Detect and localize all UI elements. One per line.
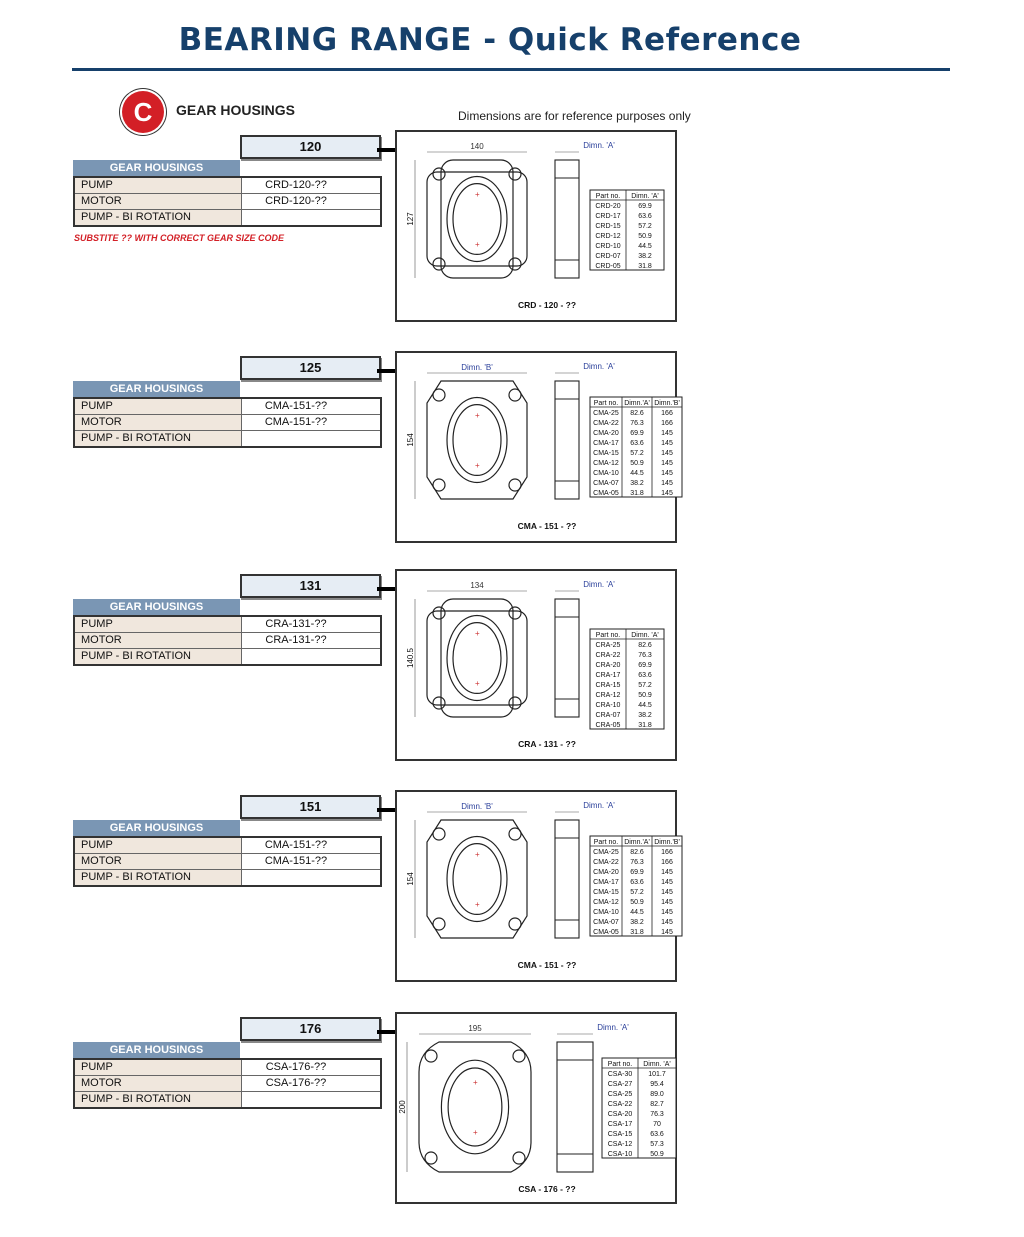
disclaimer: Dimensions are for reference purposes only xyxy=(458,109,691,123)
row-value xyxy=(242,431,380,446)
housing-outline xyxy=(427,820,527,938)
center-mark: + xyxy=(475,850,480,859)
housing-flange xyxy=(441,599,513,717)
parts-table-cell: 50.9 xyxy=(630,460,644,467)
parts-table-cell: 101.7 xyxy=(648,1071,666,1078)
part-table xyxy=(73,836,382,887)
row-value: CRD-120-?? xyxy=(265,179,327,191)
row-label: PUMP - BI ROTATION xyxy=(75,870,242,885)
table-row xyxy=(75,870,380,885)
row-label: PUMP - BI ROTATION xyxy=(75,649,242,664)
parts-table-cell: CMA-15 xyxy=(593,450,619,457)
technical-drawing xyxy=(395,130,677,322)
table-row xyxy=(75,415,380,431)
dimension-a-label: Dimn. 'A' xyxy=(583,362,615,371)
parts-table-cell: 50.9 xyxy=(638,692,652,699)
table-row xyxy=(75,649,380,664)
bolt-hole xyxy=(425,1152,437,1164)
parts-table-cell: 69.9 xyxy=(630,430,644,437)
table-row xyxy=(75,210,380,225)
parts-table-cell: CMA-17 xyxy=(593,879,619,886)
center-mark: + xyxy=(475,190,480,199)
table-header-spacer xyxy=(240,820,379,837)
technical-drawing xyxy=(395,1012,677,1204)
parts-table-cell: 145 xyxy=(661,929,673,936)
row-value: CRA-131-?? xyxy=(265,634,327,646)
parts-table-cell: CSA-20 xyxy=(607,1111,633,1118)
drawing-caption: CRD - 120 - ?? xyxy=(517,300,577,310)
table-row xyxy=(75,838,380,854)
parts-table-cell: 145 xyxy=(661,909,673,916)
bolt-hole xyxy=(509,607,521,619)
row-label: MOTOR xyxy=(75,1076,242,1091)
parts-table-cell: CSA-15 xyxy=(607,1131,633,1138)
parts-table-header: Dimn.'B' xyxy=(654,400,680,407)
width-dimension-label: 134 xyxy=(470,581,484,590)
center-mark: + xyxy=(473,1078,478,1087)
parts-table-cell: CSA-12 xyxy=(607,1141,633,1148)
parts-table-cell: CRA-07 xyxy=(595,712,621,719)
housing-outline xyxy=(427,611,527,705)
row-label: PUMP - BI ROTATION xyxy=(75,431,242,446)
parts-table-cell: 76.3 xyxy=(638,652,652,659)
parts-table-cell: 38.2 xyxy=(630,480,644,487)
width-dimension-label: Dimn. 'B' xyxy=(461,802,493,811)
parts-table-cell: CRD-15 xyxy=(595,223,621,230)
parts-table-cell: 166 xyxy=(661,420,673,427)
product-block-125 xyxy=(0,356,1024,556)
height-dimension-label: 154 xyxy=(406,872,415,886)
parts-table-cell: 50.9 xyxy=(650,1151,664,1158)
size-tab: 151 xyxy=(240,795,381,819)
parts-table-header: Dimn. 'A' xyxy=(631,193,659,200)
row-value: CSA-176-?? xyxy=(265,1061,327,1073)
table-header-spacer xyxy=(240,381,379,398)
row-label: PUMP - BI ROTATION xyxy=(75,210,242,225)
parts-table-cell: CRA-20 xyxy=(595,662,621,669)
row-label: PUMP xyxy=(75,399,242,414)
parts-table-cell: CMA-05 xyxy=(593,490,619,497)
parts-table-header: Part no. xyxy=(595,632,621,639)
brand-logo xyxy=(122,91,164,133)
parts-table-cell: CRA-25 xyxy=(595,642,621,649)
parts-table-cell: 70 xyxy=(653,1121,661,1128)
product-block-131 xyxy=(0,574,1024,774)
dimension-a-label: Dimn. 'A' xyxy=(583,141,615,150)
parts-table-cell: CMA-05 xyxy=(593,929,619,936)
parts-table-cell: 44.5 xyxy=(638,702,652,709)
parts-table-cell: 145 xyxy=(661,480,673,487)
row-value: CRD-120-?? xyxy=(265,195,327,207)
table-row xyxy=(75,194,380,210)
table-header: GEAR HOUSINGS xyxy=(73,1042,240,1058)
bolt-hole xyxy=(433,607,445,619)
parts-table-cell: 44.5 xyxy=(630,470,644,477)
dimension-a-label: Dimn. 'A' xyxy=(597,1023,629,1032)
center-mark: + xyxy=(475,411,480,420)
substitution-note: SUBSTITE ?? WITH CORRECT GEAR SIZE CODE xyxy=(74,233,285,243)
parts-table-cell: 82.6 xyxy=(630,410,644,417)
table-row xyxy=(75,399,380,415)
bolt-hole xyxy=(513,1050,525,1062)
parts-table-cell: 145 xyxy=(661,919,673,926)
parts-table-cell: CMA-22 xyxy=(593,420,619,427)
row-value xyxy=(242,870,380,885)
table-row xyxy=(75,431,380,446)
parts-table-cell: CRA-12 xyxy=(595,692,621,699)
bolt-hole xyxy=(433,168,445,180)
row-value xyxy=(242,1092,380,1107)
parts-table-cell: CSA-25 xyxy=(607,1091,633,1098)
parts-table-cell: 166 xyxy=(661,410,673,417)
table-row xyxy=(75,1092,380,1107)
width-dimension-label: 195 xyxy=(468,1024,482,1033)
size-tab: 125 xyxy=(240,356,381,380)
height-dimension-label: 127 xyxy=(406,212,415,226)
size-tab: 120 xyxy=(240,135,381,159)
parts-table-cell: CSA-17 xyxy=(607,1121,633,1128)
parts-table-cell: 145 xyxy=(661,879,673,886)
parts-table-header: Part no. xyxy=(595,193,621,200)
row-label: MOTOR xyxy=(75,854,242,869)
row-label: MOTOR xyxy=(75,633,242,648)
bolt-hole xyxy=(509,828,521,840)
parts-table-cell: 145 xyxy=(661,869,673,876)
part-table xyxy=(73,1058,382,1109)
parts-table-cell: 31.8 xyxy=(638,722,652,729)
parts-table-header: Part no. xyxy=(593,839,619,846)
height-dimension-label: 200 xyxy=(398,1100,407,1114)
parts-table-cell: 145 xyxy=(661,470,673,477)
parts-table-cell: 145 xyxy=(661,440,673,447)
table-header: GEAR HOUSINGS xyxy=(73,820,240,836)
row-label: PUMP - BI ROTATION xyxy=(75,1092,242,1107)
housing-outline xyxy=(427,381,527,499)
parts-table-cell: 145 xyxy=(661,460,673,467)
table-header-spacer xyxy=(240,599,379,616)
parts-table-cell: CMA-25 xyxy=(593,849,619,856)
parts-table-cell: CMA-22 xyxy=(593,859,619,866)
parts-table-cell: 76.3 xyxy=(630,420,644,427)
parts-table-cell: CMA-12 xyxy=(593,460,619,467)
table-header-spacer xyxy=(240,160,379,177)
table-header: GEAR HOUSINGS xyxy=(73,160,240,176)
parts-table-header: Part no. xyxy=(593,400,619,407)
part-table xyxy=(73,397,382,448)
row-value: CMA-151-?? xyxy=(264,400,328,412)
dimension-a-label: Dimn. 'A' xyxy=(583,580,615,589)
table-row xyxy=(75,1076,380,1092)
table-row xyxy=(75,854,380,870)
parts-table-cell: 76.3 xyxy=(650,1111,664,1118)
table-header: GEAR HOUSINGS xyxy=(73,381,240,397)
row-label: PUMP xyxy=(75,178,242,193)
bolt-hole xyxy=(433,389,445,401)
parts-table-cell: CRA-22 xyxy=(595,652,621,659)
bore-outline xyxy=(441,1060,508,1154)
parts-table-cell: 57.3 xyxy=(650,1141,664,1148)
size-tab: 131 xyxy=(240,574,381,598)
parts-table-cell: CMA-15 xyxy=(593,889,619,896)
parts-table-cell: 63.6 xyxy=(630,879,644,886)
parts-table-cell: CRA-15 xyxy=(595,682,621,689)
parts-table-cell: CRD-07 xyxy=(595,253,621,260)
parts-table-header: Dimn. 'A' xyxy=(631,632,659,639)
row-value: CMA-151-?? xyxy=(264,855,328,867)
bolt-hole xyxy=(433,828,445,840)
parts-table-header: Part no. xyxy=(607,1061,633,1068)
bolt-hole xyxy=(425,1050,437,1062)
side-view xyxy=(557,1042,593,1172)
parts-table-cell: 69.9 xyxy=(638,203,652,210)
size-tab: 176 xyxy=(240,1017,381,1041)
parts-table-cell: CSA-30 xyxy=(607,1071,633,1078)
center-mark: + xyxy=(475,629,480,638)
bolt-hole xyxy=(433,918,445,930)
center-mark: + xyxy=(475,240,480,249)
parts-table-header: Dimn. 'A' xyxy=(643,1061,671,1068)
parts-table-header: Dimn.'A' xyxy=(624,400,650,407)
parts-table-cell: CMA-12 xyxy=(593,899,619,906)
parts-table-cell: CMA-20 xyxy=(593,430,619,437)
parts-table-cell: 145 xyxy=(661,889,673,896)
parts-table-cell: 44.5 xyxy=(630,909,644,916)
parts-table-cell: 82.6 xyxy=(638,642,652,649)
section-label: GEAR HOUSINGS xyxy=(176,102,296,118)
parts-table-cell: 145 xyxy=(661,430,673,437)
row-value: CMA-151-?? xyxy=(264,839,328,851)
center-mark: + xyxy=(475,900,480,909)
parts-table-cell: 76.3 xyxy=(630,859,644,866)
parts-table-cell: 145 xyxy=(661,450,673,457)
width-dimension-label: 140 xyxy=(470,142,484,151)
parts-table-cell: CMA-17 xyxy=(593,440,619,447)
parts-table-cell: 38.2 xyxy=(630,919,644,926)
logo-letter: C xyxy=(133,97,153,127)
part-table xyxy=(73,615,382,666)
bolt-hole xyxy=(433,697,445,709)
parts-table-cell: 31.8 xyxy=(638,263,652,270)
parts-table-cell: 44.5 xyxy=(638,243,652,250)
parts-table-cell: 82.6 xyxy=(630,849,644,856)
technical-drawing xyxy=(395,351,680,543)
center-mark: + xyxy=(475,461,480,470)
bolt-hole xyxy=(433,258,445,270)
bolt-hole xyxy=(513,1152,525,1164)
parts-table-cell: 82.7 xyxy=(650,1101,664,1108)
table-row xyxy=(75,1060,380,1076)
drawing-caption: CSA - 176 - ?? xyxy=(518,1184,576,1194)
table-row xyxy=(75,633,380,649)
parts-table-cell: CRD-17 xyxy=(595,213,621,220)
center-mark: + xyxy=(473,1128,478,1137)
housing-flange xyxy=(441,160,513,278)
width-dimension-label: Dimn. 'B' xyxy=(461,363,493,372)
drawing-caption: CMA - 151 - ?? xyxy=(517,521,577,531)
bolt-hole xyxy=(509,918,521,930)
table-header: GEAR HOUSINGS xyxy=(73,599,240,615)
parts-table-header: Dimn.'B' xyxy=(654,839,680,846)
product-block-120 xyxy=(0,135,1024,335)
parts-table-cell: 31.8 xyxy=(630,490,644,497)
parts-table-cell: CMA-07 xyxy=(593,480,619,487)
parts-table-cell: CSA-10 xyxy=(607,1151,633,1158)
parts-table-cell: CRD-10 xyxy=(595,243,621,250)
parts-table-cell: 166 xyxy=(661,859,673,866)
parts-table-cell: CMA-10 xyxy=(593,470,619,477)
housing-outline xyxy=(427,172,527,266)
parts-table-cell: 50.9 xyxy=(630,899,644,906)
row-label: PUMP xyxy=(75,617,242,632)
height-dimension-label: 140.5 xyxy=(406,647,415,669)
parts-table-cell: 69.9 xyxy=(638,662,652,669)
drawing-caption: CMA - 151 - ?? xyxy=(517,960,577,970)
row-value: CRA-131-?? xyxy=(265,618,327,630)
parts-table-cell: CRD-12 xyxy=(595,233,621,240)
parts-table-cell: 31.8 xyxy=(630,929,644,936)
parts-table-cell: 38.2 xyxy=(638,253,652,260)
height-dimension-label: 154 xyxy=(406,433,415,447)
parts-table-cell: CMA-10 xyxy=(593,909,619,916)
parts-table-cell: 145 xyxy=(661,490,673,497)
drawing-caption: CRA - 131 - ?? xyxy=(518,739,576,749)
parts-table-cell: CRA-05 xyxy=(595,722,621,729)
parts-table-cell: 63.6 xyxy=(650,1131,664,1138)
row-label: MOTOR xyxy=(75,194,242,209)
page-title: BEARING RANGE - Quick Reference xyxy=(178,22,802,58)
parts-table-cell: CSA-27 xyxy=(607,1081,633,1088)
parts-table-cell: 166 xyxy=(661,849,673,856)
row-label: PUMP xyxy=(75,1060,242,1075)
row-value xyxy=(242,649,380,664)
parts-table-cell: CRD-20 xyxy=(595,203,621,210)
parts-table-cell: 63.6 xyxy=(638,672,652,679)
parts-table-cell: 95.4 xyxy=(650,1081,664,1088)
row-label: MOTOR xyxy=(75,415,242,430)
technical-drawing xyxy=(395,569,677,761)
bolt-hole xyxy=(509,389,521,401)
center-mark: + xyxy=(475,679,480,688)
row-value: CSA-176-?? xyxy=(265,1077,327,1089)
parts-table-cell: 57.2 xyxy=(630,889,644,896)
parts-table-cell: 38.2 xyxy=(638,712,652,719)
parts-table-cell: CRD-05 xyxy=(595,263,621,270)
bolt-hole xyxy=(433,479,445,491)
product-block-151 xyxy=(0,795,1024,995)
parts-table-cell: 50.9 xyxy=(638,233,652,240)
table-row xyxy=(75,178,380,194)
technical-drawing xyxy=(395,790,680,982)
row-label: PUMP xyxy=(75,838,242,853)
bolt-hole xyxy=(509,697,521,709)
product-block-176 xyxy=(0,1017,1024,1217)
bolt-hole xyxy=(509,168,521,180)
parts-table-cell: 57.2 xyxy=(630,450,644,457)
table-row xyxy=(75,617,380,633)
table-header-spacer xyxy=(240,1042,379,1059)
parts-table-header: Dimn.'A' xyxy=(624,839,650,846)
parts-table-cell: 63.6 xyxy=(638,213,652,220)
parts-table-cell: CMA-25 xyxy=(593,410,619,417)
parts-table-cell: CSA-22 xyxy=(607,1101,633,1108)
part-table xyxy=(73,176,382,227)
title-rule xyxy=(72,68,950,71)
parts-table-cell: CRA-10 xyxy=(595,702,621,709)
housing-outline xyxy=(419,1042,531,1172)
parts-table-cell: 57.2 xyxy=(638,223,652,230)
row-value: CMA-151-?? xyxy=(264,416,328,428)
bolt-hole xyxy=(509,479,521,491)
parts-table-cell: 89.0 xyxy=(650,1091,664,1098)
parts-table-cell: 57.2 xyxy=(638,682,652,689)
bolt-hole xyxy=(509,258,521,270)
dimension-a-label: Dimn. 'A' xyxy=(583,801,615,810)
parts-table-cell: CMA-07 xyxy=(593,919,619,926)
parts-table-cell: 69.9 xyxy=(630,869,644,876)
parts-table-cell: 63.6 xyxy=(630,440,644,447)
parts-table-cell: CRA-17 xyxy=(595,672,621,679)
parts-table-cell: CMA-20 xyxy=(593,869,619,876)
parts-table-cell: 145 xyxy=(661,899,673,906)
row-value xyxy=(242,210,380,225)
